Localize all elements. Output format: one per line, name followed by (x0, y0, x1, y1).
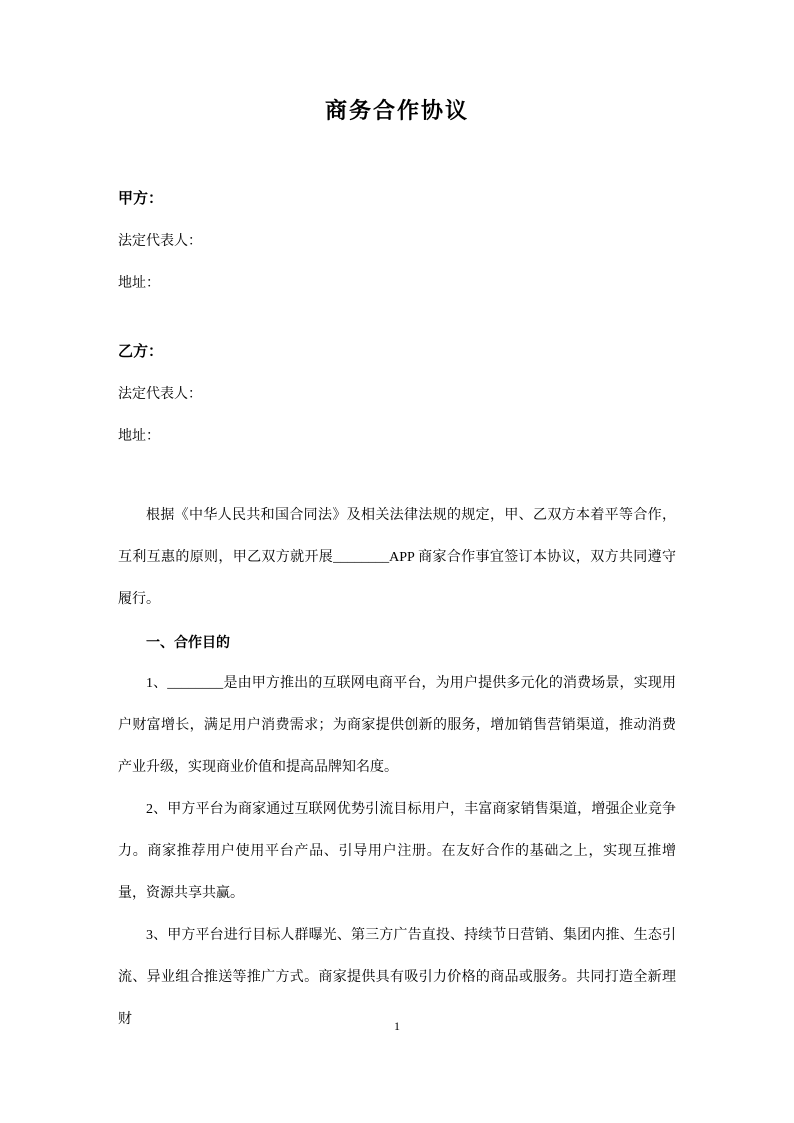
document-title: 商务合作协议 (324, 98, 469, 123)
party-a-block (118, 178, 676, 305)
intro-paragraph: 根据《中华人民共和国合同法》及相关法律法规的规定，甲、乙双方本着平等合作，互利互惠的原则，甲乙双方就开展________APP 商家合作事宜签订本协议，双方共同遵守履行。 (118, 508, 676, 607)
section-heading-cooperation-purpose: 一、合作目的 (146, 634, 230, 650)
paragraph-1: 1、________是由甲方推出的互联网电商平台，为用户提供多元化的消费场景，实现用户财富增长，满足用户消费需求；为商家提供创新的服务，增加销售营销渠道，推动消费产业升级，实现商业价值和提高品牌知名度。 (118, 676, 676, 775)
party-a-label: 甲方： (118, 190, 164, 207)
party-a-address-label: 地址： (118, 276, 160, 291)
party-b-label: 乙方： (118, 343, 164, 360)
party-b-legal-rep-label: 法定代表人： (118, 387, 202, 402)
document-body (118, 495, 676, 1041)
page-number: 1 (394, 1019, 400, 1033)
paragraph-2: 2、甲方平台为商家通过互联网优势引流目标用户，丰富商家销售渠道，增强企业竞争力。商家推荐用户使用平台产品、引导用户注册。在友好合作的基础之上，实现互推增量，资源共享共赢。 (118, 802, 676, 901)
party-b-address-label: 地址： (118, 429, 160, 444)
paragraph-3: 3、甲方平台进行目标人群曝光、第三方广告直投、持续节日营销、集团内推、生态引流、异业组合推送等推广方式。商家提供具有吸引力价格的商品或服务。共同打造全新理财 (118, 928, 676, 1027)
party-a-legal-rep-label: 法定代表人： (118, 234, 202, 249)
party-b-block (118, 331, 676, 458)
